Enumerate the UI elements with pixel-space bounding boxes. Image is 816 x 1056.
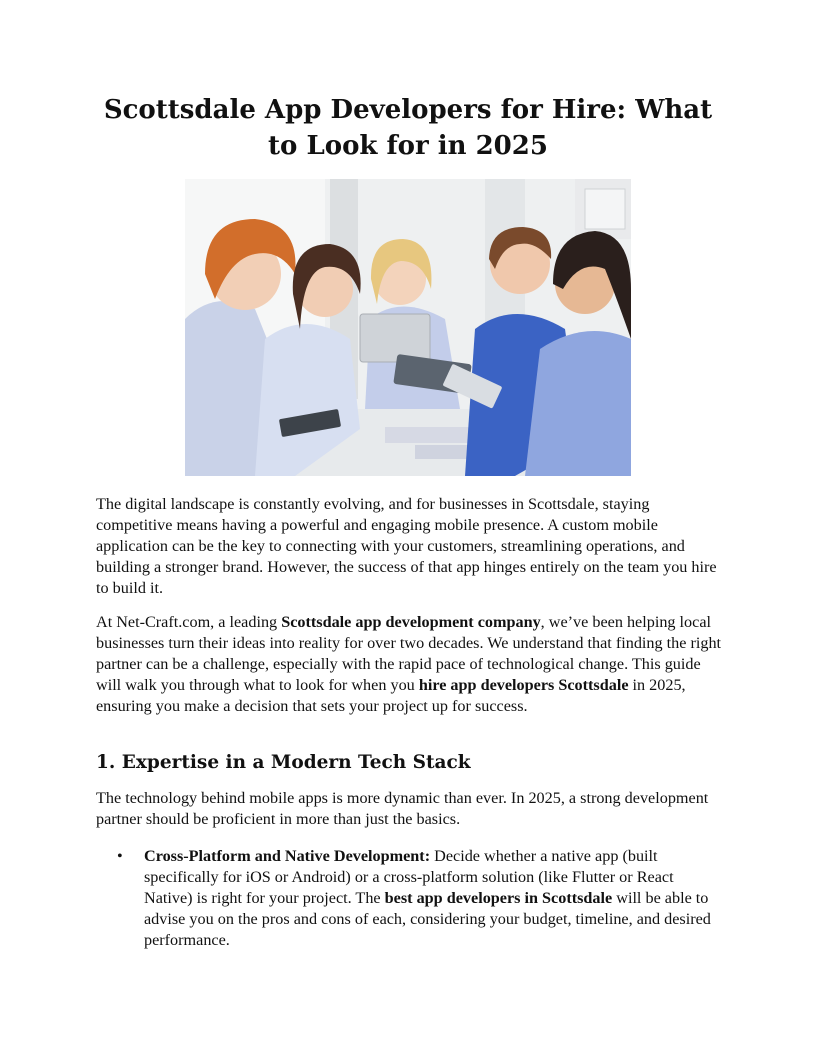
intro-paragraph: The digital landscape is constantly evolving, and for businesses in Scottsdale, staying competitive means having a powerful and engaging mobile presence. A custom mobile application can be the key to connecting with your customers, streamlining operations, and building a stronger brand. However, the success of that app hinges entirely on the team you hire to build it. [96,495,717,597]
team-photo [185,179,631,476]
bullet-lead: Cross-Platform and Native Development: [144,847,431,865]
list-item [96,846,724,951]
company-link-text: Scottsdale app development company [281,613,541,631]
bullet-text-part1: Decide whether a native app (built specifically for iOS or Android) or a cross-platform solution (like Flutter or React Native) is right for your project. The [144,847,674,907]
bullet-text-part2: will be able to advise you on the pros and cons of each, considering your budget, timeline, and desired performance. [144,889,711,949]
section-heading: 1. Expertise in a Modern Tech Stack [96,752,471,773]
company-paragraph-part2: , we’ve been helping local businesses turn their ideas into reality for over two decades. We understand that finding the right partner can be a challenge, especially with the rapid pace of technological change. This guide will walk you through what to look for when you [96,613,722,694]
bullet-marker: • [117,847,123,865]
document-title: Scottsdale App Developers for Hire: What to Look for in 2025 [103,95,713,161]
company-paragraph-part3: in 2025, ensuring you make a decision that sets your project up for success. [96,676,686,715]
bullet-list [96,846,724,951]
hire-developers-text: hire app developers Scottsdale [418,676,629,694]
company-paragraph-part1: At Net-Craft.com, a leading [96,613,282,631]
tech-stack-paragraph: The technology behind mobile apps is more dynamic than ever. In 2025, a strong development partner should be proficient in more than just the basics. [96,789,709,828]
bullet-bold-text: best app developers in Scottsdale [384,889,613,907]
company-paragraph [96,612,724,717]
